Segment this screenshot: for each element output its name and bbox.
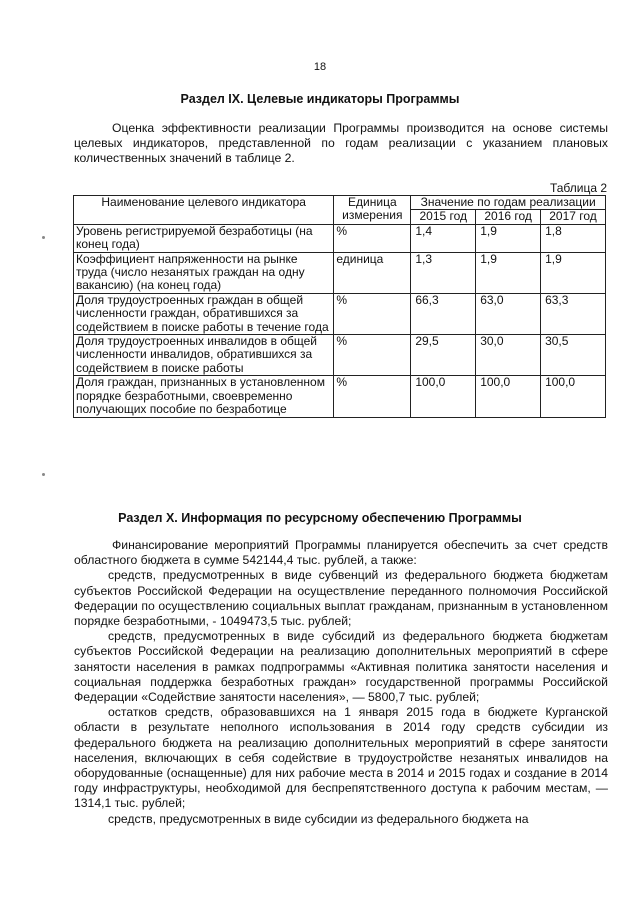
table-row bbox=[74, 335, 606, 376]
section-9-intro: Оценка эффективности реализации Программы производится на основе системы целевых индикаторов, представленной по годам реализации с указанием плановых количественных значений в таблице 2. bbox=[74, 121, 608, 166]
header-year-2015: 2015 год bbox=[411, 210, 476, 224]
value-2017: 1,9 bbox=[541, 252, 606, 293]
value-2017: 100,0 bbox=[541, 376, 606, 417]
paragraph: средств, предусмотренных в виде субсидии из федерального бюджета на bbox=[108, 811, 529, 826]
value-2016: 30,0 bbox=[476, 335, 541, 376]
indicators-table bbox=[73, 195, 606, 418]
value-2017: 63,3 bbox=[541, 293, 606, 334]
paragraph: остатков средств, образовавшихся на 1 января 2015 года в бюджете Курганской области в результате неполного использования в 2014 году средств субсидии из федерального бюджета на реализацию дополнительных мероприятий в сфере занятости населения, включающих в себя содействие в трудоустройстве незанятых инвалидов на оборудованные (оснащенные) для них рабочие места в 2014 и 2015 годах и создание в 2014 году инфраструктуры, необходимой для беспрепятственного доступа к рабочим местам, — 1314,1 тыс. рублей; bbox=[74, 705, 608, 811]
indicator-unit: % bbox=[334, 224, 411, 252]
indicator-unit: % bbox=[334, 293, 411, 334]
header-unit: Единица измерения bbox=[334, 196, 411, 225]
value-2017: 30,5 bbox=[541, 335, 606, 376]
indicator-name: Доля трудоустроенных граждан в общей численности граждан, обратившихся за содействием в поиске работы в течение года bbox=[74, 293, 334, 334]
value-2016: 63,0 bbox=[476, 293, 541, 334]
table-row bbox=[74, 293, 606, 334]
value-2015: 100,0 bbox=[411, 376, 476, 417]
indicator-unit: % bbox=[334, 335, 411, 376]
value-2016: 1,9 bbox=[476, 252, 541, 293]
scan-mark bbox=[42, 236, 45, 239]
paragraph: средств, предусмотренных в виде субсидий из федерального бюджета бюджетам субъектов Российской Федерации на реализацию дополнительных мероприятий в сфере занятости населения в рамках подпрограммы «Активная политика занятости населения и социальная поддержка безработных граждан» государственной программы Российской Федерации «Содействие занятости населения», — 5800,7 тыс. рублей; bbox=[74, 629, 608, 705]
table-header-row bbox=[74, 196, 606, 210]
value-2016: 1,9 bbox=[476, 224, 541, 252]
scan-mark bbox=[42, 473, 45, 476]
value-2015: 66,3 bbox=[411, 293, 476, 334]
paragraph: Финансирование мероприятий Программы планируется обеспечить за счет средств областного бюджета в сумме 542144,4 тыс. рублей, а также: bbox=[74, 538, 608, 568]
section-10-title: Раздел X. Информация по ресурсному обеспечению Программы bbox=[118, 511, 522, 525]
table-row bbox=[74, 224, 606, 252]
header-indicator: Наименование целевого индикатора bbox=[74, 196, 334, 225]
table-row bbox=[74, 252, 606, 293]
section-9-title: Раздел IX. Целевые индикаторы Программы bbox=[180, 92, 460, 106]
header-year-2016: 2016 год bbox=[476, 210, 541, 224]
paragraph: средств, предусмотренных в виде субвенций из федерального бюджета бюджетам субъектов Российской Федерации на осуществление переданного полномочия Российской Федерации по осуществлению социальных выплат гражданам, признанным в установленном порядке безработными, - 1049473,5 тыс. рублей; bbox=[74, 568, 608, 629]
page-number: 18 bbox=[313, 61, 327, 73]
value-2015: 1,3 bbox=[411, 252, 476, 293]
indicator-name: Доля граждан, признанных в установленном порядке безработными, своевременно получающих пособие по безработице bbox=[74, 376, 334, 417]
table-caption: Таблица 2 bbox=[549, 181, 607, 195]
indicator-name: Коэффициент напряженности на рынке труда (число незанятых граждан на одну вакансию) (на конец года) bbox=[74, 252, 334, 293]
indicator-name: Уровень регистрируемой безработицы (на конец года) bbox=[74, 224, 334, 252]
value-2016: 100,0 bbox=[476, 376, 541, 417]
indicator-unit: % bbox=[334, 376, 411, 417]
table-row bbox=[74, 376, 606, 417]
indicator-unit: единица bbox=[334, 252, 411, 293]
value-2017: 1,8 bbox=[541, 224, 606, 252]
header-values: Значение по годам реализации bbox=[411, 196, 606, 210]
value-2015: 1,4 bbox=[411, 224, 476, 252]
header-year-2017: 2017 год bbox=[541, 210, 606, 224]
section-10-body bbox=[74, 538, 608, 827]
value-2015: 29,5 bbox=[411, 335, 476, 376]
indicator-name: Доля трудоустроенных инвалидов в общей численности инвалидов, обратившихся за содействием в поиске работы bbox=[74, 335, 334, 376]
